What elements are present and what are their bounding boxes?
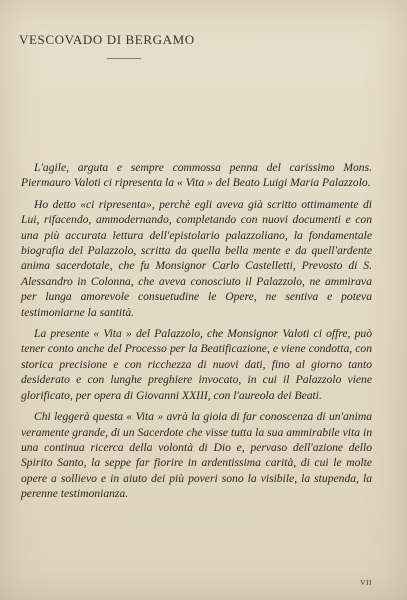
running-head: VESCOVADO DI BERGAMO	[19, 32, 195, 47]
paragraph: Chi leggerà questa « Vita » avrà la gioia di far conoscenza di un'anima veramente grande, di un Sacerdote che visse tutta la sua ammirabile vita in una continua ricerca della volontà di Dio e, pervaso dell'azione dello Spirito Santo, la seppe far fiorire in ardentissima carità, di cui le molte opere a sollievo e in aiuto dei più poveri sono la visibile, la stupenda, la perenne testimonianza.	[21, 410, 372, 501]
paragraph: L'agile, arguta e sempre commossa penna del carissimo Mons. Piermauro Valoti ci ripresenta la « Vita » del Beato Luigi Maria Palazzolo.	[21, 161, 372, 190]
body-text	[21, 160, 372, 508]
paragraph: La presente « Vita » del Palazzolo, che Monsignor Valoti ci offre, può tener conto anche del Processo per la Beatificazione, e viene condotta, con storica precisione e con ricchezza di nuovi dati, fino al giorno tanto desiderato e con lunghe preghiere invocato, in cui il Palazzolo viene glorificato, per opera di Giovanni XXIII, con l'aureola dei Beati.	[21, 327, 372, 402]
header-rule	[107, 58, 141, 59]
paragraph: Ho detto «ci ripresenta», perchè egli aveva già scritto ottimamente di Lui, rifacendo, ammodernando, completando con nuovi documenti e con una più accurata lettura dell'epistolario palazzoliano, la fondamentale biografia del Palazzolo, scritta da quella bella mente e da quell'ardente anima sacerdotale, che fu Monsignor Carlo Castelletti, Prevosto di S. Alessandro in Colonna, che aveva conosciuto il Palazzolo, ne ammirava per lunga amorevole consuetudine le Opere, ne sentiva e poteva testimoniarne la santità.	[21, 197, 372, 319]
page-number: VII	[360, 578, 372, 587]
